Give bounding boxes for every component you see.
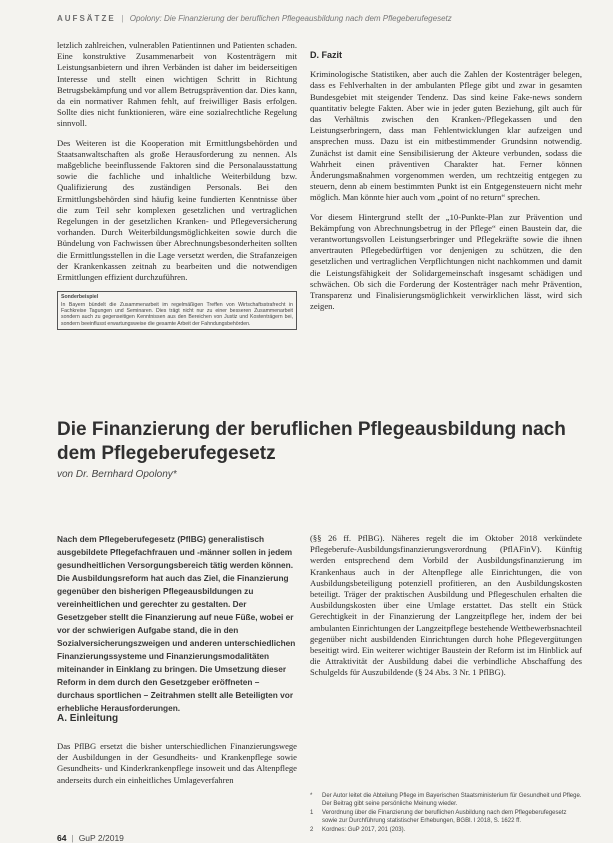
page-header — [57, 14, 597, 23]
right-body-paragraph: (§§ 26 ff. PflBG). Näheres regelt die im Oktober 2018 verkündete Pflegeberufe-Ausbildungsfinanzierungsverordnung (PflAFinV). Künftig werden entsprechend dem Vorbild der Ausbildungsfinanzierung im Krankenhaus auch in der Altenpflege alle Einrichtungen, die von Ausbildungsbeteiligung potenziell profitieren, an den Ausbildungskosten beteiligt. Träger der praktischen Ausbildung und Pflegeschulen erhalten die Ausbildungskosten über eine Umlage erstattet. Das stellt ein Stück Gerechtigkeit in der Finanzierung der Langzeitpflege her, indem der bei ambulanten Einrichtungen der Langzeitpflege bestehende Wettbewerbsnachteil gegenüber nicht ausbildenden Einrichtungen durch hohe Pflegevergütungen beseitigt wird. Ein weiterer wichtiger Baustein der Reform ist im Hinblick auf die Attraktivität der Ausbildung dabei die verbindliche Abschaffung des Schulgelds für Auszubildende (§ 24 Abs. 3 Nr. 1 PflBG). — [310, 533, 582, 678]
page-footer — [57, 833, 124, 843]
footnote-mark: 1 — [310, 810, 314, 817]
section-heading: D. Fazit — [310, 50, 343, 60]
paragraph: letzlich zahlreichen, vulnerablen Patientinnen und Patienten schaden. Eine konstruktive Zusammenarbeit von Kostenträgern mit Leistungsanbietern und ihren Verbänden ist daher im beiderseitigen Interesse und stellt einen wichtigen Schritt in Richtung Betrugsbekämpfung und vor allem Betrugsprävention dar. Dies kann, da ein normativer Rahmen fehlt, auf freiwilliger Basis erfolgen. Sollte dies nicht funktionieren, wäre eine sozialrechtliche Regelung sinnvoll. — [57, 40, 297, 129]
article-title: Die Finanzierung der beruflichen Pflegeausbildung nach dem Pflegeberufegesetz — [57, 419, 566, 464]
journal-issue: GuP 2/2019 — [78, 833, 124, 843]
running-title: Opolony: Die Finanzierung der beruflichen Pflegeausbildung nach dem Pflegeberufegesetz — [129, 14, 452, 23]
top-right-column — [310, 40, 582, 320]
info-box — [57, 291, 297, 330]
footnote-text: Der Autor leitet die Abteilung Pflege im Bayerischen Staatsministerium für Gesundheit und Pflege. Der Beitrag gibt seine persönliche Meinung wieder. — [322, 793, 582, 807]
section-label: AUFSÄTZE — [57, 14, 116, 23]
header-separator: | — [121, 14, 124, 23]
footnote — [310, 810, 582, 825]
footer-separator: | — [71, 833, 74, 843]
article-author: von Dr. Bernhard Opolony* — [57, 469, 177, 480]
paragraph: Kriminologische Statistiken, aber auch die Zahlen der Kostenträger belegen, dass es Fehlverhalten in der ambulanten Pflege gibt und zwar in gesamten Bundesgebiet mit steigender Tendenz. Das sind keine Fake-news sondern quantitativ belegte Fakten. Aber wie in jeder guten Beziehung, gilt auch für das Verhältnis zwischen den Kranken-/Pflegekassen und den Leistungserbringern, dass man Fehlentwicklungen klar aufzeigen und ansprechen muss. Dazu ist ein mitbestimmender Grundsinn notwendig. Zunächst ist damit eine Sensibilisierung der Akteure verbunden, sodass die Wahrheit einen präventiven Charakter hat. Ferner können Änderungsmaßnahmen vorgenommen werden, um rechtzeitig entgegen zu steuern, denn ab einem bestimmten Punkt ist ein Entgegensteuern nicht mehr möglich. Man könnte hier auch vom „point of no return“ sprechen. — [310, 69, 582, 203]
top-left-column — [57, 40, 297, 330]
section-heading-a: A. Einleitung — [57, 713, 119, 724]
article-abstract: Nach dem Pflegeberufegesetz (PflBG) generalistisch ausgebildete Pflegefachfrauen und -männer sollen in jedem gesundheitlichen Versorgungsbereich tätig werden können. Die Ausbildungsreform hat auch das Ziel, die Finanzierung gegenüber den bisherigen Pflegeausbildungen zu vereinheitlichen und gerechter zu gestalten. Der Gesetzgeber stellt die Finanzierung auf neue Füße, wobei er vor der schwierigen Aufgabe stand, die in den Sozialversicherungszweigen und anderen unterschiedlichen Finanzierungssysteme und Finanzierungsmodalitäten miteinander in Einklang zu bringen. Die Umsetzung dieser Reform in dem durch den Gesetzgeber eröffneten – durchaus sportlichen – Zeitrahmen stellt alle Beteiligten vor erhebliche Herausforderungen. — [57, 534, 296, 713]
footnote-text: Kordnes: GuP 2017, 201 (203). — [322, 827, 406, 834]
footnote-mark: * — [310, 793, 313, 799]
footnotes — [310, 793, 582, 837]
page-number: 64 — [57, 833, 67, 843]
info-box-text: In Bayern bündelt die Zusammenarbeit im regelmäßigen Treffen von Wirtschaftsstrafrecht in Fachkreise Tagungen und Seminaren. Dies trägt nicht nur zu einer besseren Zusammenarbeit sondern auch zu gegenseitigen Kenntnissen aus den Bereichen von Justiz und Kostenträgern bei, sondern beeinflusst erwartungsweise die gesamte Arbeit der Fahndungsbehörden. — [61, 301, 293, 327]
footnote — [310, 793, 582, 808]
footnote-mark: 2 — [310, 827, 314, 834]
intro-paragraph: Das PflBG ersetzt die bisher unterschiedlichen Finanzierungswege der Ausbildungen in der Gesundheits- und Krankenpflege sowie Gesundheits- und Kinderkrankenpflege insoweit und das Altenpflege anderseits durch ein einheitliches Umlageverfahren — [57, 741, 297, 785]
footnote — [310, 827, 582, 835]
paragraph: Des Weiteren ist die Kooperation mit Ermittlungsbehörden und Staatsanwaltschaften als große Herausforderung zu nennen. Als maßgebliche beeinflussende Faktoren sind die Personalausstattung sowie die fachliche und inhaltliche Weiterbildung bzw. Qualifizierung des zuständigen Personals. Bei den Ermittlungsbehörden sind häufig keine fundierten Kenntnisse über die zum Teil sehr komplexen gesetzlichen und vertraglichen Regelungen in der gesetzlichen Kranken- und Pflegeversicherung vorhanden. Durch Weiterbildungsmöglichkeiten sowie durch die Bündelung von Fachwissen über Abrechnungsbesonderheiten sollten die Ermittlungsstellen in die Lage versetzt werden, die Strafanzeigen der Krankenkassen zeitnah zu bearbeiten und die notwendigen Ermittlungen effizient durchzuführen. — [57, 137, 297, 283]
footnote-text: Verordnung über die Finanzierung der beruflichen Ausbildung nach dem Pflegeberufegesetz sowie zur Durchführung statistischer Erhebungen, BGBl. I 2018, S. 1622 ff. — [322, 810, 567, 824]
info-box-title: Sonderbeispiel — [61, 294, 99, 301]
paragraph: Vor diesem Hintergrund stellt der „10-Punkte-Plan zur Prävention und Bekämpfung von Abrechnungsbetrug in der Pflege“ einen Baustein dar, die verantwortungsvollen Leistungserbringer und Pflegekräfte sowie die ihnen anvertrauten Pflegebedürftigen vor denjenigen zu schützen, die den gesetzlichen und vertraglichen Verpflichtungen nicht nachkommen und damit die Leistungsfähigkeit der Solidargemeinschaft insgesamt schädigen und schwächen. Ob sich die Forderung der Kostenträger nach mehr Prävention, Transparenz und Finalisierungsmöglichkeit verwirklichen lässt, wird sich zeigen. — [310, 211, 582, 312]
